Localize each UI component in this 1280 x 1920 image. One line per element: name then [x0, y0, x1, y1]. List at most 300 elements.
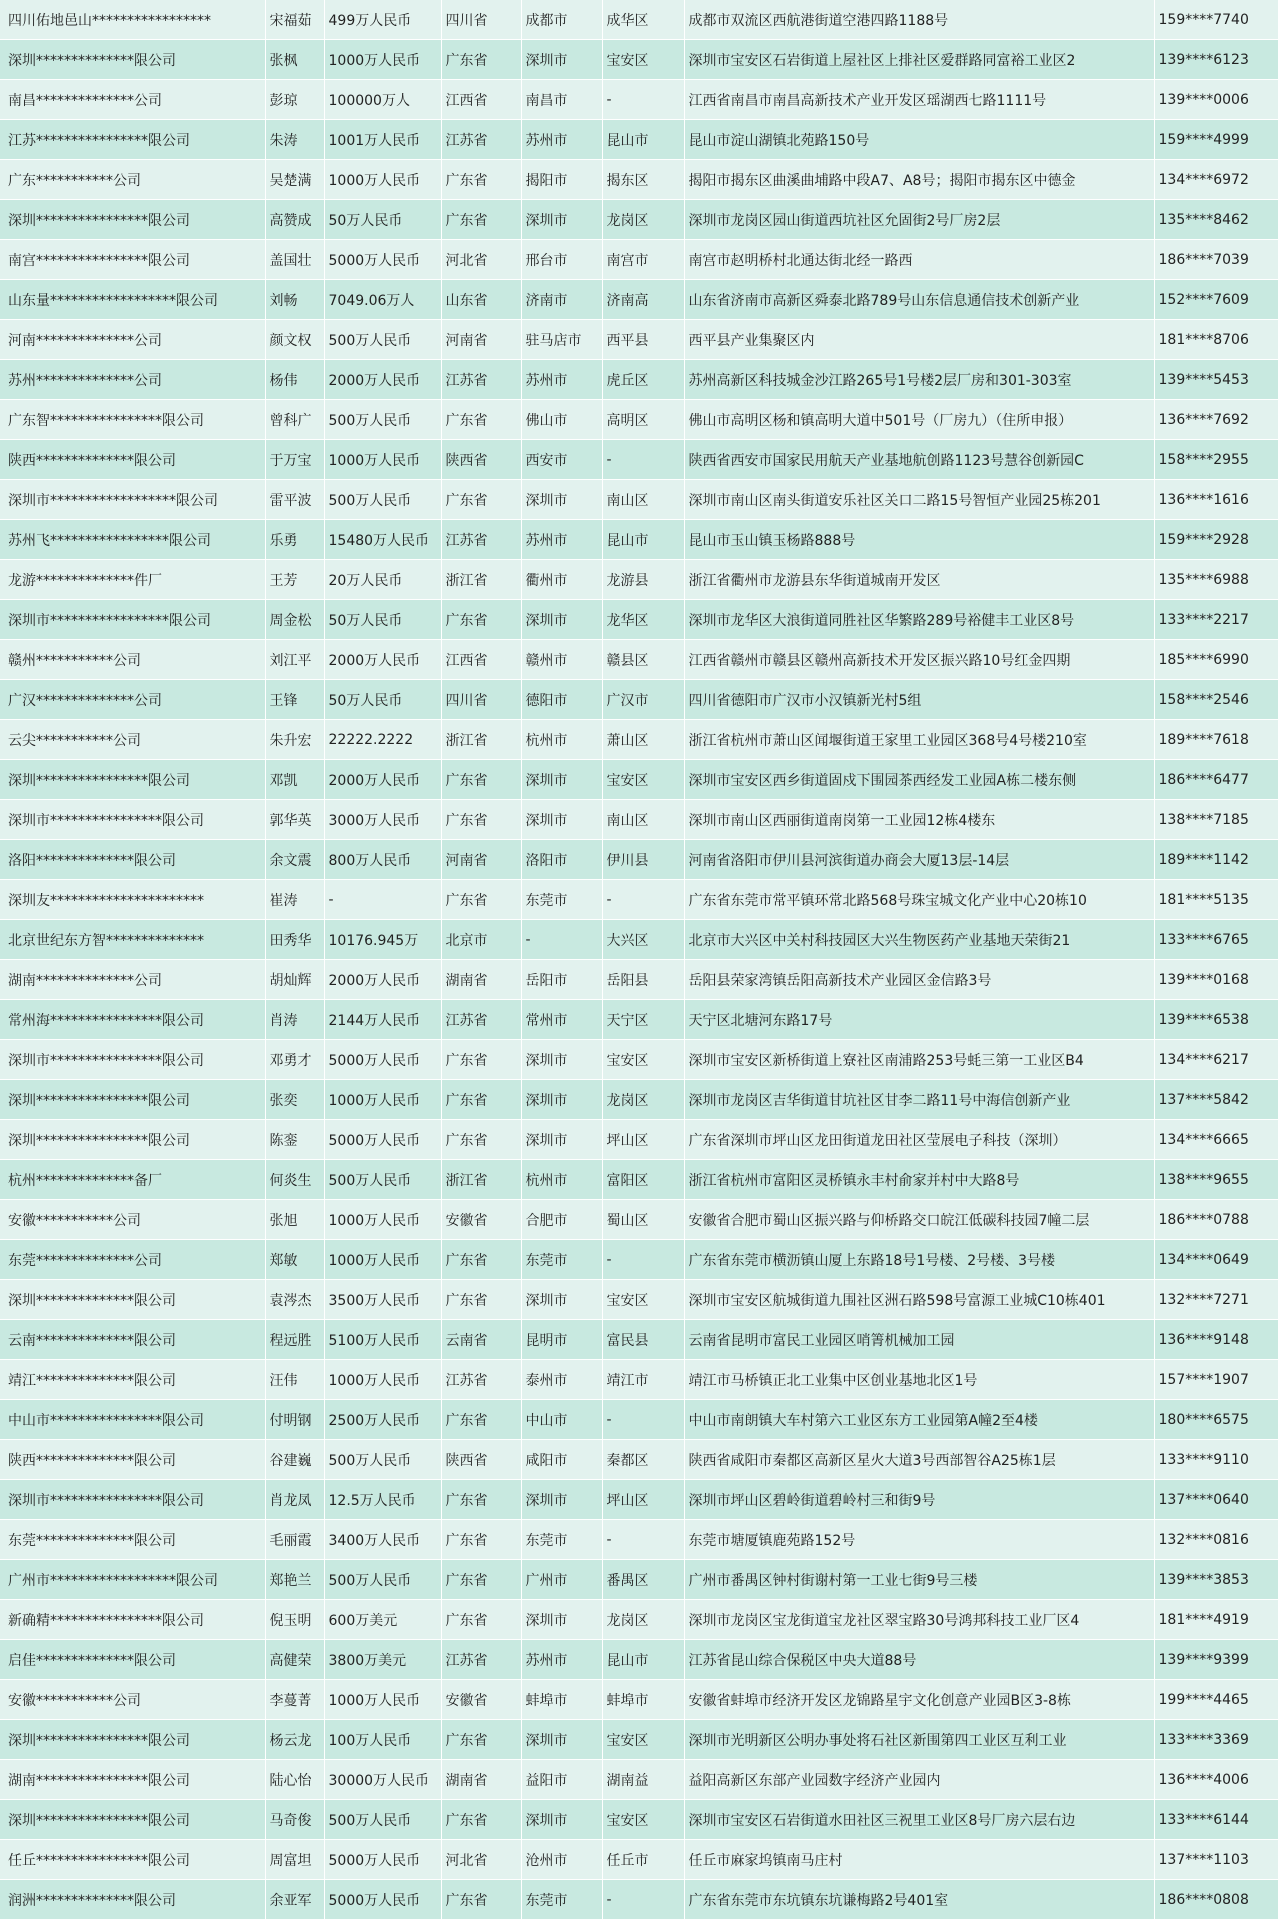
address-cell: 深圳市光明新区公明办事处将石社区新围第四工业区互利工业 [684, 1720, 1154, 1760]
city-cell: 咸阳市 [521, 1440, 602, 1480]
district-cell: 伊川县 [602, 840, 684, 880]
table-row [0, 1520, 1278, 1560]
capital-cell: 50万人民币 [324, 200, 441, 240]
table-row [0, 1680, 1278, 1720]
company-name-cell: 深圳****************限公司 [0, 1080, 265, 1120]
address-cell: 深圳市宝安区西乡街道固戍下围园茶西经发工业园A栋二楼东侧 [684, 760, 1154, 800]
city-cell: 苏州市 [521, 1640, 602, 1680]
address-cell: 深圳市南山区南头街道安乐社区关口二路15号智恒产业园25栋201 [684, 480, 1154, 520]
table-row [0, 320, 1278, 360]
capital-cell: 10176.945万 [324, 920, 441, 960]
address-cell: 东莞市塘厦镇鹿苑路152号 [684, 1520, 1154, 1560]
table-row [0, 960, 1278, 1000]
company-name-cell: 深圳市****************限公司 [0, 800, 265, 840]
district-cell: 南山区 [602, 480, 684, 520]
city-cell: 常州市 [521, 1000, 602, 1040]
address-cell: 广东省深圳市坪山区龙田街道龙田社区莹展电子科技（深圳） [684, 1120, 1154, 1160]
legal-rep-cell: 张枫 [265, 40, 324, 80]
phone-cell: 180****6575 [1154, 1400, 1278, 1440]
capital-cell: 3800万美元 [324, 1640, 441, 1680]
phone-cell: 134****6217 [1154, 1040, 1278, 1080]
district-cell: 高明区 [602, 400, 684, 440]
phone-cell: 186****0788 [1154, 1200, 1278, 1240]
district-cell: 天宁区 [602, 1000, 684, 1040]
capital-cell: 2000万人民币 [324, 960, 441, 1000]
phone-cell: 137****5842 [1154, 1080, 1278, 1120]
legal-rep-cell: 邓勇才 [265, 1040, 324, 1080]
district-cell: 宝安区 [602, 1800, 684, 1840]
address-cell: 安徽省合肥市蜀山区振兴路与仰桥路交口皖江低碳科技园7幢二层 [684, 1200, 1154, 1240]
province-cell: 广东省 [441, 1880, 521, 1920]
address-cell: 陕西省西安市国家民用航天产业基地航创路1123号慧谷创新园C [684, 440, 1154, 480]
company-name-cell: 启佳**************限公司 [0, 1640, 265, 1680]
city-cell: 德阳市 [521, 680, 602, 720]
capital-cell: 12.5万人民币 [324, 1480, 441, 1520]
district-cell: 龙岗区 [602, 1080, 684, 1120]
company-name-cell: 洛阳**************限公司 [0, 840, 265, 880]
city-cell: 深圳市 [521, 1720, 602, 1760]
province-cell: 浙江省 [441, 1160, 521, 1200]
table-row [0, 1560, 1278, 1600]
capital-cell: 500万人民币 [324, 1800, 441, 1840]
table-row [0, 600, 1278, 640]
capital-cell: 30000万人民币 [324, 1760, 441, 1800]
legal-rep-cell: 张奕 [265, 1080, 324, 1120]
legal-rep-cell: 马奇俊 [265, 1800, 324, 1840]
legal-rep-cell: 邓凯 [265, 760, 324, 800]
legal-rep-cell: 盖国壮 [265, 240, 324, 280]
capital-cell: 1000万人民币 [324, 1240, 441, 1280]
province-cell: 北京市 [441, 920, 521, 960]
table-row [0, 1800, 1278, 1840]
company-name-cell: 广汉**************公司 [0, 680, 265, 720]
legal-rep-cell: 刘江平 [265, 640, 324, 680]
company-name-cell: 安徽***********公司 [0, 1200, 265, 1240]
table-row [0, 800, 1278, 840]
province-cell: 江苏省 [441, 1640, 521, 1680]
phone-cell: 137****1103 [1154, 1840, 1278, 1880]
address-cell: 益阳高新区东部产业园数字经济产业园内 [684, 1760, 1154, 1800]
table-row [0, 520, 1278, 560]
capital-cell: 2500万人民币 [324, 1400, 441, 1440]
table-row [0, 1880, 1278, 1920]
province-cell: 广东省 [441, 760, 521, 800]
phone-cell: 139****9399 [1154, 1640, 1278, 1680]
legal-rep-cell: 朱涛 [265, 120, 324, 160]
province-cell: 广东省 [441, 1280, 521, 1320]
address-cell: 西平县产业集聚区内 [684, 320, 1154, 360]
phone-cell: 132****7271 [1154, 1280, 1278, 1320]
legal-rep-cell: 王芳 [265, 560, 324, 600]
city-cell: 深圳市 [521, 40, 602, 80]
phone-cell: 139****5453 [1154, 360, 1278, 400]
phone-cell: 138****9655 [1154, 1160, 1278, 1200]
address-cell: 深圳市宝安区石岩街道上屋社区上排社区爱群路同富裕工业区2 [684, 40, 1154, 80]
legal-rep-cell: 高健荣 [265, 1640, 324, 1680]
address-cell: 广州市番禺区钟村街谢村第一工业七街9号三楼 [684, 1560, 1154, 1600]
city-cell: 益阳市 [521, 1760, 602, 1800]
district-cell: 济南高 [602, 280, 684, 320]
capital-cell: 2000万人民币 [324, 640, 441, 680]
table-row [0, 920, 1278, 960]
legal-rep-cell: 余亚军 [265, 1880, 324, 1920]
legal-rep-cell: 朱升宏 [265, 720, 324, 760]
legal-rep-cell: 肖龙凤 [265, 1480, 324, 1520]
address-cell: 中山市南朗镇大车村第六工业区东方工业园第A幢2至4楼 [684, 1400, 1154, 1440]
district-cell: - [602, 80, 684, 120]
legal-rep-cell: 程远胜 [265, 1320, 324, 1360]
district-cell: 揭东区 [602, 160, 684, 200]
province-cell: 江苏省 [441, 120, 521, 160]
phone-cell: 135****8462 [1154, 200, 1278, 240]
company-name-cell: 安徽***********公司 [0, 1680, 265, 1720]
company-name-cell: 深圳****************限公司 [0, 760, 265, 800]
capital-cell: 500万人民币 [324, 320, 441, 360]
address-cell: 成都市双流区西航港街道空港四路1188号 [684, 0, 1154, 40]
province-cell: 河南省 [441, 320, 521, 360]
company-name-cell: 山东量******************限公司 [0, 280, 265, 320]
company-name-cell: 南昌**************公司 [0, 80, 265, 120]
city-cell: 苏州市 [521, 520, 602, 560]
phone-cell: 139****6538 [1154, 1000, 1278, 1040]
table-row [0, 1000, 1278, 1040]
table-row [0, 1280, 1278, 1320]
district-cell: 西平县 [602, 320, 684, 360]
phone-cell: 133****6144 [1154, 1800, 1278, 1840]
city-cell: 衢州市 [521, 560, 602, 600]
legal-rep-cell: 高赞成 [265, 200, 324, 240]
city-cell: 深圳市 [521, 800, 602, 840]
company-name-cell: 河南**************公司 [0, 320, 265, 360]
capital-cell: 50万人民币 [324, 600, 441, 640]
legal-rep-cell: 陈銮 [265, 1120, 324, 1160]
capital-cell: 1000万人民币 [324, 1200, 441, 1240]
city-cell: 深圳市 [521, 1280, 602, 1320]
address-cell: 岳阳县荣家湾镇岳阳高新技术产业园区金信路3号 [684, 960, 1154, 1000]
province-cell: 江苏省 [441, 360, 521, 400]
table-row [0, 640, 1278, 680]
table-row [0, 1760, 1278, 1800]
phone-cell: 189****1142 [1154, 840, 1278, 880]
province-cell: 广东省 [441, 1520, 521, 1560]
table-row [0, 880, 1278, 920]
district-cell: 秦都区 [602, 1440, 684, 1480]
address-cell: 安徽省蚌埠市经济开发区龙锦路星宇文化创意产业园B区3-8栋 [684, 1680, 1154, 1720]
company-name-cell: 龙游**************件厂 [0, 560, 265, 600]
address-cell: 广东省东莞市横沥镇山厦上东路18号1号楼、2号楼、3号楼 [684, 1240, 1154, 1280]
capital-cell: 499万人民币 [324, 0, 441, 40]
district-cell: - [602, 1400, 684, 1440]
company-name-cell: 深圳**************限公司 [0, 40, 265, 80]
city-cell: 深圳市 [521, 1600, 602, 1640]
city-cell: 济南市 [521, 280, 602, 320]
province-cell: 广东省 [441, 40, 521, 80]
company-name-cell: 深圳市******************限公司 [0, 480, 265, 520]
table-row [0, 1040, 1278, 1080]
city-cell: 泰州市 [521, 1360, 602, 1400]
table-row [0, 840, 1278, 880]
capital-cell: 1000万人民币 [324, 1360, 441, 1400]
company-name-cell: 陕西**************限公司 [0, 1440, 265, 1480]
province-cell: 广东省 [441, 480, 521, 520]
address-cell: 任丘市麻家坞镇南马庄村 [684, 1840, 1154, 1880]
phone-cell: 139****6123 [1154, 40, 1278, 80]
capital-cell: 3000万人民币 [324, 800, 441, 840]
phone-cell: 134****6972 [1154, 160, 1278, 200]
company-name-cell: 广州市******************限公司 [0, 1560, 265, 1600]
district-cell: 赣县区 [602, 640, 684, 680]
district-cell: 萧山区 [602, 720, 684, 760]
company-name-cell: 深圳市****************限公司 [0, 1480, 265, 1520]
capital-cell: 3400万人民币 [324, 1520, 441, 1560]
city-cell: 苏州市 [521, 360, 602, 400]
phone-cell: 181****5135 [1154, 880, 1278, 920]
legal-rep-cell: 吴楚满 [265, 160, 324, 200]
city-cell: 广州市 [521, 1560, 602, 1600]
province-cell: 江苏省 [441, 1000, 521, 1040]
address-cell: 深圳市龙华区大浪街道同胜社区华繁路289号裕健丰工业区8号 [684, 600, 1154, 640]
table-row [0, 680, 1278, 720]
company-name-cell: 靖江**************限公司 [0, 1360, 265, 1400]
legal-rep-cell: 胡灿辉 [265, 960, 324, 1000]
district-cell: 广汉市 [602, 680, 684, 720]
company-name-cell: 润洲**************限公司 [0, 1880, 265, 1920]
province-cell: 广东省 [441, 880, 521, 920]
legal-rep-cell: 王锋 [265, 680, 324, 720]
province-cell: 四川省 [441, 0, 521, 40]
province-cell: 广东省 [441, 160, 521, 200]
table-row [0, 440, 1278, 480]
table-row [0, 1120, 1278, 1160]
phone-cell: 139****3853 [1154, 1560, 1278, 1600]
legal-rep-cell: 于万宝 [265, 440, 324, 480]
company-name-cell: 常州海****************限公司 [0, 1000, 265, 1040]
city-cell: 昆明市 [521, 1320, 602, 1360]
company-name-cell: 广东智****************限公司 [0, 400, 265, 440]
district-cell: 蚌埠市 [602, 1680, 684, 1720]
district-cell: - [602, 1520, 684, 1560]
address-cell: 深圳市龙岗区吉华街道甘坑社区甘李二路11号中海信创新产业 [684, 1080, 1154, 1120]
province-cell: 广东省 [441, 1120, 521, 1160]
company-name-cell: 深圳****************限公司 [0, 1800, 265, 1840]
address-cell: 南宫市赵明桥村北通达街北经一路西 [684, 240, 1154, 280]
province-cell: 广东省 [441, 1040, 521, 1080]
address-cell: 昆山市淀山湖镇北苑路150号 [684, 120, 1154, 160]
province-cell: 广东省 [441, 1600, 521, 1640]
phone-cell: 186****0808 [1154, 1880, 1278, 1920]
province-cell: 广东省 [441, 200, 521, 240]
province-cell: 广东省 [441, 1080, 521, 1120]
province-cell: 云南省 [441, 1320, 521, 1360]
city-cell: 揭阳市 [521, 160, 602, 200]
address-cell: 广东省东莞市东坑镇东坑谦梅路2号401室 [684, 1880, 1154, 1920]
table-row [0, 0, 1278, 40]
province-cell: 广东省 [441, 400, 521, 440]
city-cell: 邢台市 [521, 240, 602, 280]
legal-rep-cell: 李蔓菁 [265, 1680, 324, 1720]
company-name-cell: 云尖***********公司 [0, 720, 265, 760]
address-cell: 陕西省咸阳市秦都区高新区星火大道3号西部智谷A25栋1层 [684, 1440, 1154, 1480]
phone-cell: 159****2928 [1154, 520, 1278, 560]
province-cell: 江苏省 [441, 1360, 521, 1400]
legal-rep-cell: 崔涛 [265, 880, 324, 920]
city-cell: 蚌埠市 [521, 1680, 602, 1720]
address-cell: 深圳市龙岗区园山街道西坑社区允固街2号厂房2层 [684, 200, 1154, 240]
capital-cell: 1000万人民币 [324, 160, 441, 200]
legal-rep-cell: 张旭 [265, 1200, 324, 1240]
legal-rep-cell: 郑敏 [265, 1240, 324, 1280]
province-cell: 广东省 [441, 1400, 521, 1440]
legal-rep-cell: 付明钢 [265, 1400, 324, 1440]
city-cell: 沧州市 [521, 1840, 602, 1880]
table-row [0, 1360, 1278, 1400]
company-name-cell: 新确精****************限公司 [0, 1600, 265, 1640]
legal-rep-cell: 杨伟 [265, 360, 324, 400]
capital-cell: 2000万人民币 [324, 360, 441, 400]
province-cell: 河北省 [441, 1840, 521, 1880]
district-cell: 蜀山区 [602, 1200, 684, 1240]
address-cell: 深圳市宝安区石岩街道水田社区三祝里工业区8号厂房六层右边 [684, 1800, 1154, 1840]
district-cell: 昆山市 [602, 1640, 684, 1680]
table-row [0, 1400, 1278, 1440]
district-cell: 昆山市 [602, 520, 684, 560]
address-cell: 江西省南昌市南昌高新技术产业开发区瑶湖西七路1111号 [684, 80, 1154, 120]
capital-cell: - [324, 880, 441, 920]
capital-cell: 50万人民币 [324, 680, 441, 720]
address-cell: 靖江市马桥镇正北工业集中区创业基地北区1号 [684, 1360, 1154, 1400]
table-row [0, 280, 1278, 320]
table-row [0, 1320, 1278, 1360]
table-row [0, 400, 1278, 440]
table-row [0, 560, 1278, 600]
district-cell: 宝安区 [602, 760, 684, 800]
city-cell: 驻马店市 [521, 320, 602, 360]
capital-cell: 1000万人民币 [324, 1680, 441, 1720]
phone-cell: 186****7039 [1154, 240, 1278, 280]
province-cell: 广东省 [441, 800, 521, 840]
capital-cell: 7049.06万人 [324, 280, 441, 320]
district-cell: 番禺区 [602, 1560, 684, 1600]
company-name-cell: 四川佑地邑山***************** [0, 0, 265, 40]
province-cell: 广东省 [441, 1240, 521, 1280]
city-cell: 洛阳市 [521, 840, 602, 880]
legal-rep-cell: 乐勇 [265, 520, 324, 560]
address-cell: 广东省东莞市常平镇环常北路568号珠宝城文化产业中心20栋10 [684, 880, 1154, 920]
province-cell: 江西省 [441, 80, 521, 120]
city-cell: 深圳市 [521, 200, 602, 240]
phone-cell: 185****6990 [1154, 640, 1278, 680]
phone-cell: 133****6765 [1154, 920, 1278, 960]
province-cell: 陕西省 [441, 440, 521, 480]
table-row [0, 1840, 1278, 1880]
district-cell: 宝安区 [602, 1280, 684, 1320]
address-cell: 深圳市坪山区碧岭街道碧岭村三和街9号 [684, 1480, 1154, 1520]
capital-cell: 800万人民币 [324, 840, 441, 880]
address-cell: 云南省昆明市富民工业园区哨箐机械加工园 [684, 1320, 1154, 1360]
city-cell: 岳阳市 [521, 960, 602, 1000]
legal-rep-cell: 毛丽霞 [265, 1520, 324, 1560]
company-name-cell: 深圳市*****************限公司 [0, 600, 265, 640]
district-cell: 虎丘区 [602, 360, 684, 400]
city-cell: 杭州市 [521, 720, 602, 760]
province-cell: 安徽省 [441, 1200, 521, 1240]
table-row [0, 1600, 1278, 1640]
capital-cell: 1001万人民币 [324, 120, 441, 160]
district-cell: 宝安区 [602, 1040, 684, 1080]
table-row [0, 1720, 1278, 1760]
table-row [0, 720, 1278, 760]
phone-cell: 181****8706 [1154, 320, 1278, 360]
province-cell: 江西省 [441, 640, 521, 680]
city-cell: 佛山市 [521, 400, 602, 440]
table-row [0, 1200, 1278, 1240]
city-cell: 深圳市 [521, 1120, 602, 1160]
phone-cell: 134****6665 [1154, 1120, 1278, 1160]
phone-cell: 132****0816 [1154, 1520, 1278, 1560]
phone-cell: 139****0006 [1154, 80, 1278, 120]
table-row [0, 360, 1278, 400]
capital-cell: 20万人民币 [324, 560, 441, 600]
phone-cell: 136****9148 [1154, 1320, 1278, 1360]
phone-cell: 133****2217 [1154, 600, 1278, 640]
capital-cell: 100万人民币 [324, 1720, 441, 1760]
legal-rep-cell: 田秀华 [265, 920, 324, 960]
city-cell: 西安市 [521, 440, 602, 480]
legal-rep-cell: 余文震 [265, 840, 324, 880]
capital-cell: 500万人民币 [324, 1160, 441, 1200]
province-cell: 广东省 [441, 1560, 521, 1600]
district-cell: 宝安区 [602, 1720, 684, 1760]
city-cell: 深圳市 [521, 760, 602, 800]
legal-rep-cell: 汪伟 [265, 1360, 324, 1400]
capital-cell: 22222.2222 [324, 720, 441, 760]
district-cell: 昆山市 [602, 120, 684, 160]
address-cell: 深圳市宝安区航城街道九围社区洲石路598号富源工业城C10栋401 [684, 1280, 1154, 1320]
company-name-cell: 赣州***********公司 [0, 640, 265, 680]
city-cell: 中山市 [521, 1400, 602, 1440]
phone-cell: 136****7692 [1154, 400, 1278, 440]
company-name-cell: 深圳****************限公司 [0, 1120, 265, 1160]
capital-cell: 500万人民币 [324, 400, 441, 440]
capital-cell: 5000万人民币 [324, 240, 441, 280]
company-name-cell: 苏州飞*****************限公司 [0, 520, 265, 560]
district-cell: 南宫市 [602, 240, 684, 280]
address-cell: 浙江省衢州市龙游县东华街道城南开发区 [684, 560, 1154, 600]
legal-rep-cell: 刘畅 [265, 280, 324, 320]
company-name-cell: 杭州**************备厂 [0, 1160, 265, 1200]
legal-rep-cell: 周富坦 [265, 1840, 324, 1880]
phone-cell: 186****6477 [1154, 760, 1278, 800]
district-cell: - [602, 1240, 684, 1280]
legal-rep-cell: 曾科广 [265, 400, 324, 440]
table-row [0, 1640, 1278, 1680]
company-name-cell: 深圳****************限公司 [0, 1720, 265, 1760]
district-cell: 湖南益 [602, 1760, 684, 1800]
capital-cell: 1000万人民币 [324, 1080, 441, 1120]
district-cell: - [602, 1880, 684, 1920]
company-name-cell: 深圳市****************限公司 [0, 1040, 265, 1080]
city-cell: - [521, 920, 602, 960]
company-name-cell: 北京世纪东方智************** [0, 920, 265, 960]
legal-rep-cell: 周金松 [265, 600, 324, 640]
phone-cell: 139****0168 [1154, 960, 1278, 1000]
phone-cell: 199****4465 [1154, 1680, 1278, 1720]
province-cell: 河北省 [441, 240, 521, 280]
phone-cell: 137****0640 [1154, 1480, 1278, 1520]
city-cell: 南昌市 [521, 80, 602, 120]
address-cell: 深圳市南山区西丽街道南岗第一工业园12栋4楼东 [684, 800, 1154, 840]
province-cell: 广东省 [441, 1480, 521, 1520]
